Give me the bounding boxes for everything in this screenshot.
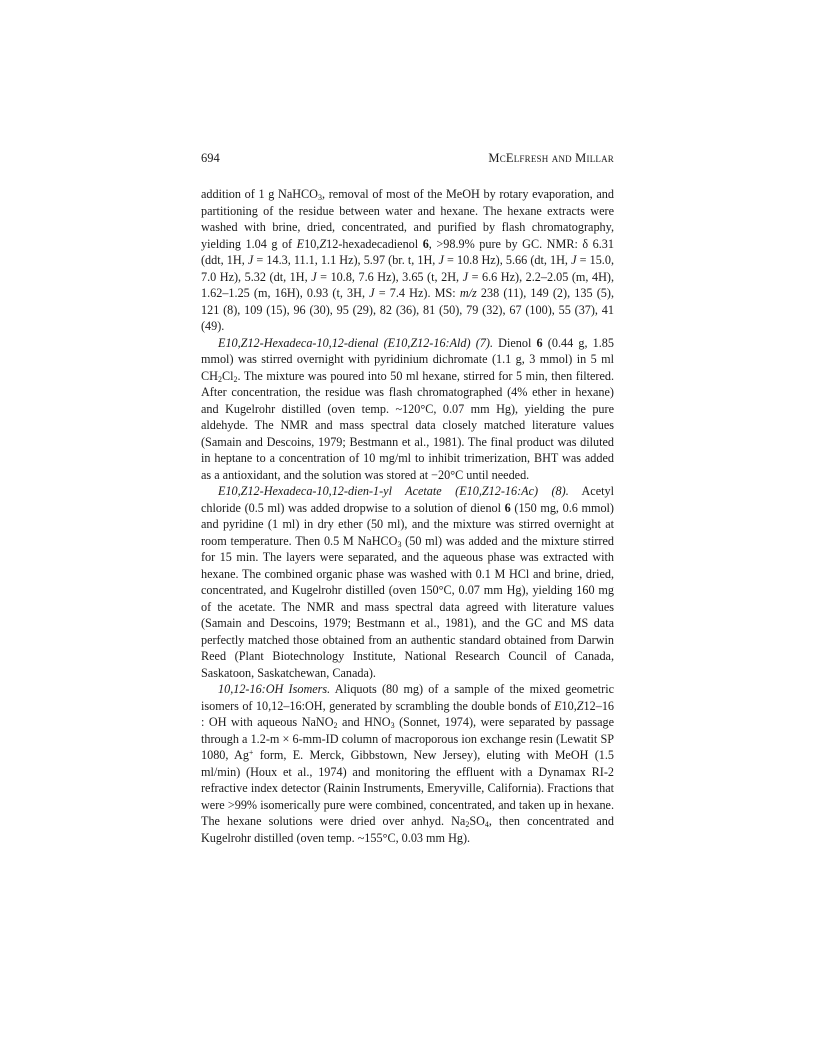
text-run: . The mixture was poured into 50 ml hexane, stirred for 5 min, then filtered. After concentration, the residue was flash chromatographed (4% ether in hexane) and Kugelrohr distilled (oven temp. ~120°C, 0.07 mm Hg), yielding the pure aldehyde. The NMR and mass spectral data closely matched literature values (Samain and Descoins, 1979; Bestmann et al., 1981). The final product was diluted in heptane to a concentration of 10 mg/ml to inhibit trimerization, BHT was added as a antioxidant, and the solution was stored at −20°C until needed.: [201, 368, 614, 482]
paragraph-dienol-purification: [201, 186, 614, 335]
text-run: 10,: [304, 236, 320, 251]
italic-run: Z: [319, 236, 327, 251]
text-run: and HNO: [337, 715, 391, 729]
subscript: 2: [333, 721, 338, 730]
page-number: 694: [201, 151, 220, 165]
italic-run: J: [247, 253, 254, 267]
page-header: [201, 151, 614, 169]
text-run: (150 mg, 0.6 mmol) and pyridine (1 ml) in dry ether (50 ml), and the mixture was stirred overnight at room temperature. Then 0.5 M NaHCO: [201, 500, 614, 548]
section-title-aldehyde: E10,Z12-Hexadeca-10,12-dienal (E10,Z12-16:Ald) (7).: [218, 335, 494, 350]
text-run: Acetyl chloride (0.5 ml) was added dropwise to a solution of dienol: [201, 484, 614, 515]
italic-run: Z: [576, 698, 584, 713]
italic-run: J: [438, 253, 444, 267]
subscript: 3: [390, 721, 395, 730]
text-run: SO: [469, 814, 485, 828]
compound-number: 6: [536, 335, 543, 350]
paragraph-aldehyde: [201, 335, 614, 484]
subscript: 2: [217, 374, 222, 384]
text-run: form, E. Merck, Gibbstown, New Jersey), eluting with MeOH (1.5 ml/min) (Houx et al., 1974) and monitoring the effluent with a Dynamax RI-2 refractive index detector (Rainin Instruments, Emeryville, California). Fractions that were >99% isomerically pure were combined, concentrated, and taken up in hexane. The hexane solutions were dried over anhyd. Na: [201, 748, 614, 828]
paragraph-acetate: [201, 483, 614, 681]
subscript: 2: [465, 820, 470, 829]
text-run: = 6.6 Hz), 2.2–2.05 (m, 4H), 1.62–1.25 (m, 16H), 0.93 (t, 3H,: [201, 269, 615, 300]
italic-run: J: [571, 253, 577, 267]
running-head: McElfresh and Millar: [488, 151, 614, 165]
subscript: 3: [397, 539, 402, 549]
text-run: (50 ml) was added and the mixture stirred for 15 min. The layers were separated, and the aqueous phase was extracted with hexane. The combined organic phase was washed with 0.1 M HCl and brine, dried, concentrated, and Kugelrohr distilled (oven 150°C, 0.07 mm Hg), yielding 160 mg of the acetate. The NMR and mass spectral data agreed with literature values (Samain and Descoins, 1979; Bestmann et al., 1981), and the GC and MS data perfectly matched those obtained from an authentic standard obtained from Darwin Reed (Plant Biotechnology Institute, National Research Council of Canada, Saskatoon, Saskatchewan, Canada).: [201, 533, 614, 680]
text-run: Dienol: [493, 335, 537, 350]
text-run: , >98.9% pure by GC. NMR: δ 6.31 (ddt, 1H,: [201, 236, 614, 267]
text-run: addition of 1 g NaHCO: [201, 187, 318, 201]
italic-run: m/z: [459, 286, 477, 300]
subscript: 2: [233, 374, 238, 384]
text-run: (Sonnet, 1974), were separated by passage through a 1.2-m × 6-mm-ID column of macroporous ion exchange resin (Lewatit SP 1080, Ag: [201, 715, 614, 762]
text-run: (0.44 g, 1.85 mmol) was stirred overnight with pyridinium dichromate (1.1 g, 3 mmol) in 5 ml CH: [201, 335, 614, 383]
italic-run: J: [462, 269, 469, 284]
text-run: 12-hexadecadienol: [326, 236, 423, 251]
compound-number: 6: [504, 500, 511, 515]
body-text: [201, 186, 614, 846]
text-run: = 7.4 Hz). MS:: [374, 286, 460, 300]
text-run: 12–16 : OH with aqueous NaNO: [201, 698, 614, 729]
text-run: , then concentrated and Kugelrohr distilled (oven temp. ~155°C, 0.03 mm Hg).: [201, 814, 614, 845]
text-run: = 10.8, 7.6 Hz), 3.65 (t, 2H,: [316, 269, 463, 284]
italic-run: E: [296, 236, 305, 251]
section-title-isomers: 10,12-16:OH Isomers.: [218, 682, 331, 696]
italic-run: J: [369, 286, 375, 300]
text-run: 10,: [561, 698, 577, 713]
text-run: , removal of most of the MeOH by rotary evaporation, and partitioning of the residue between water and hexane. The hexane extracts were washed with brine, dried, concentrated, and purified by flash chromatography, yielding 1.04 g of: [201, 187, 614, 251]
section-title-acetate: E10,Z12-Hexadeca-10,12-dien-1-yl Acetate (E10,Z12-16:Ac) (8).: [218, 484, 569, 498]
subscript: 3: [317, 193, 322, 202]
text-run: = 15.0, 7.0 Hz), 5.32 (dt, 1H,: [201, 253, 614, 284]
text-run: 238 (11), 149 (2), 135 (5), 121 (8), 109 (15), 96 (30), 95 (29), 82 (36), 81 (50), 79 (32), 67 (100), 55 (37), 41 (49).: [201, 286, 614, 333]
text-run: Cl: [221, 368, 234, 383]
italic-run: E: [554, 698, 562, 713]
paragraph-isomers: [201, 681, 614, 846]
italic-run: J: [311, 269, 317, 284]
superscript: +: [248, 748, 254, 757]
text-run: = 14.3, 11.1, 1.1 Hz), 5.97 (br. t, 1H,: [253, 253, 439, 267]
text-run: = 10.8 Hz), 5.66 (dt, 1H,: [443, 253, 572, 267]
compound-number: 6: [422, 236, 429, 251]
text-run: Aliquots (80 mg) of a sample of the mixed geometric isomers of 10,12–16:OH, generated by scrambling the double bonds of: [201, 682, 614, 713]
subscript: 4: [484, 820, 489, 829]
